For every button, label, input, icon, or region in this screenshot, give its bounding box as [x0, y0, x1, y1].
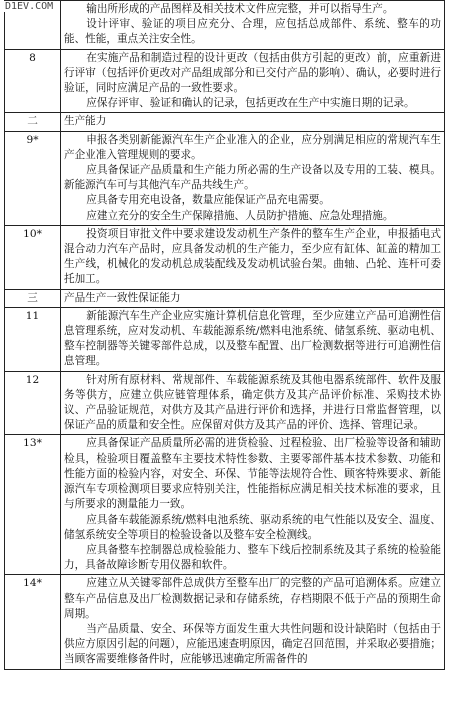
table-row	[5, 371, 445, 435]
table-row	[5, 575, 445, 669]
table-row	[5, 1, 445, 50]
requirement-paragraph: 应保存评审、验证和确认的记录，包括更改在生产中实施日期的记录。	[86, 97, 415, 110]
section-title: 产品生产一致性保证能力	[61, 289, 445, 307]
section-title: 生产能力	[61, 113, 445, 131]
requirement-paragraph: 设计评审、验证的项目应充分、合理，应包括总成部件、系统、整车的功能、性能，重点关注安全性。	[64, 18, 441, 46]
requirement-paragraph: 申报各类别新能源汽车生产企业准入的企业，应分别满足相应的常规汽车生产企业准入管理规则的要求。	[64, 133, 441, 161]
item-number: 14*	[5, 575, 61, 669]
requirement-paragraph: 应具备保证产品质量和生产能力所必需的生产设备以及专用的工装、模具。新能源汽车可与其他汽车产品共线生产。	[64, 164, 441, 192]
item-requirements	[61, 307, 445, 371]
item-number: 13*	[5, 435, 61, 575]
requirement-paragraph: 当产品质量、安全、环保等方面发生重大共性问题和设计缺陷时（包括由于供应方原因引起的问题），应能迅速查明原因，确定召回范围，并采取必要措施；当顾客需要维修备件时，应能够迅速确定所需备件的	[64, 622, 441, 666]
requirement-paragraph: 应建立从关键零部件总成供方至整车出厂的完整的产品可追溯体系。应建立整车产品信息及出厂检测数据记录和存储系统，存档期限不低于产品的预期生命周期。	[64, 577, 441, 620]
section-row	[5, 289, 445, 307]
requirements-table	[4, 0, 445, 670]
item-number: 11	[5, 307, 61, 371]
requirement-paragraph: 投资项目审批文件中要求建设发动机生产条件的整车生产企业，申报插电式混合动力汽车产品时，应具备发动机的生产能力，至少应有缸体、缸盖的精加工生产线，机械化的发动机总成装配线及发动机试验台架。曲轴、凸轮、连杆可委托加工。	[64, 227, 441, 286]
item-requirements	[61, 225, 445, 289]
section-number: 二	[5, 113, 61, 131]
section-number: 三	[5, 289, 61, 307]
table-row	[5, 49, 445, 113]
table-row	[5, 435, 445, 575]
item-number: 10*	[5, 225, 61, 289]
requirement-paragraph: 应具备整车控制器总成检验能力、整车下线后控制系统及其子系统的检验能力，具备故障诊断专用仪器和软件。	[64, 543, 441, 572]
item-number: 12	[5, 371, 61, 435]
requirement-paragraph: 针对所有原材料、常规部件、车载能源系统及其他电器系统部件、软件及服务等供方，应建立供应链管理体系，确定供方及其产品评价标准、采购技术协议、产品验证规范，对供方及其产品进行评价和选择，并进行日常监督管理，以保证产品的质量和安全性。应保留对供方及其产品的评价、选择、管理记录。	[64, 373, 441, 432]
requirement-paragraph: 应具备车载能源系统/燃料电池系统、驱动系统的电气性能以及安全、温度、储氢系统安全等项目的检验设备以及整车安全检测线。	[64, 513, 441, 541]
item-requirements	[61, 131, 445, 225]
requirement-paragraph: 应建立充分的安全生产保障措施、人员防护措施、应急处理措施。	[86, 209, 394, 222]
requirement-paragraph: 应具备专用充电设备，数量应能保证产品充电需要。	[86, 194, 330, 207]
item-number: 8	[5, 49, 61, 113]
table-body	[5, 1, 445, 670]
requirement-paragraph: 在实施产品和制造过程的设计更改（包括由供方引起的更改）前，应重新进行评审（包括评价更改对产品组成部分和已交付产品的影响）、确认，必要时进行验证，同时应满足产品的一致性要求。	[64, 51, 441, 95]
requirement-paragraph: 应具备保证产品质量所必需的进货检验、过程检验、出厂检验等设备和辅助检具，检验项目覆盖整车主要技术特性参数、主要零部件基本技术参数、功能和性能方面的检验内容，对安全、环保、节能等法规符合性、顾客特殊要求、新能源汽车专项检测项目要求应特别关注，性能指标应满足相关技术标准的要求，且与所要求的测量能力一致。	[64, 437, 441, 511]
requirement-paragraph: 新能源汽车生产企业应实施计算机信息化管理，至少应建立产品可追溯性信息管理系统，应对发动机、车载能源系统/燃料电池系统、储氢系统、驱动电机、整车控制器等关键零部件总成，以及整车配置、出厂检测数据等进行可追溯性信息管理。	[64, 309, 441, 368]
table-row	[5, 307, 445, 371]
table-row	[5, 225, 445, 289]
requirement-paragraph: 输出所形成的产品图样及相关技术文件应完整，并可以指导生产。	[86, 3, 394, 15]
section-row	[5, 113, 445, 131]
item-requirements	[61, 435, 445, 575]
item-requirements	[61, 575, 445, 669]
item-requirements	[61, 371, 445, 435]
item-number: 9*	[5, 131, 61, 225]
table-row	[5, 131, 445, 225]
item-requirements	[61, 1, 445, 50]
item-requirements	[61, 49, 445, 113]
source-watermark: D1EV.COM	[5, 1, 54, 12]
